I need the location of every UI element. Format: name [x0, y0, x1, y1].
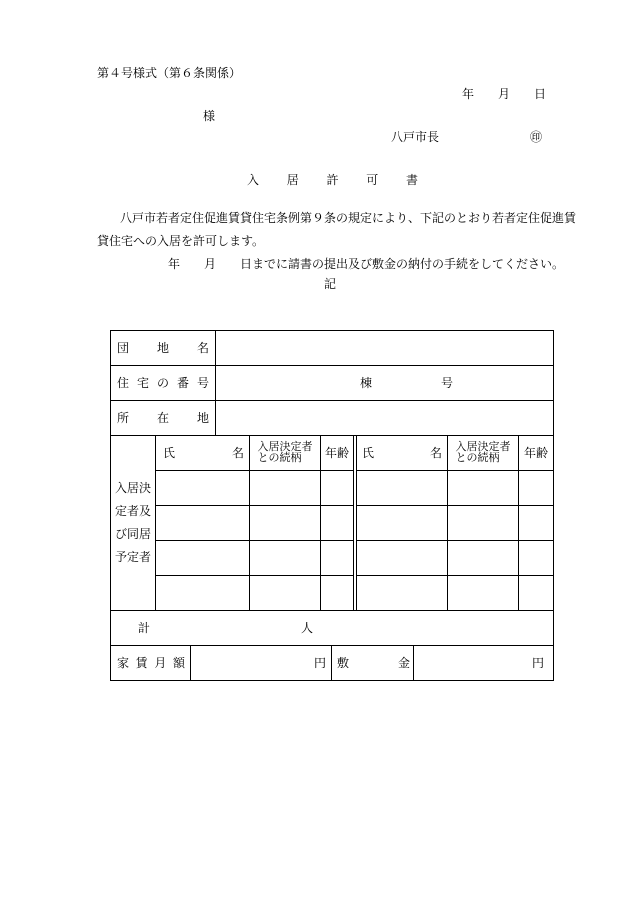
label-glyph: 所: [117, 411, 130, 425]
occupant-age-cell: [519, 471, 554, 506]
housing-complex-label-cell: [111, 331, 216, 366]
occupant-relationship-cell: [250, 471, 321, 506]
label-glyph: 名: [231, 446, 244, 460]
column-header-relationship-left: [250, 436, 321, 471]
document-title: [247, 174, 418, 186]
label-glyph: 氏: [163, 446, 176, 460]
permit-details-table: [110, 330, 554, 681]
relationship-header-line: との続柄: [257, 452, 302, 464]
total-label: 計: [138, 621, 151, 635]
deposit-yen-unit: 円: [531, 656, 544, 670]
label-glyph: 書: [405, 173, 418, 187]
occupant-age-cell: [321, 541, 354, 576]
monthly-rent-label: [117, 657, 185, 669]
column-header-age-left: [321, 436, 354, 471]
occupant-name-cell: [357, 471, 448, 506]
label-glyph: 敷: [337, 656, 350, 670]
seal-mark: ㊞: [530, 130, 543, 144]
location-label: [117, 412, 209, 424]
occupant-relationship-cell: [448, 506, 519, 541]
column-header-relationship-right: [448, 436, 519, 471]
occupant-age-cell: [519, 541, 554, 576]
column-header-age-text: 年齢: [324, 446, 349, 460]
housing-complex-value-cell: [216, 331, 554, 366]
occupant-relationship-cell: [250, 541, 321, 576]
label-glyph: 地: [196, 411, 209, 425]
housing-number-value-cell: [216, 366, 554, 401]
label-glyph: 居: [286, 173, 299, 187]
monthly-rent-value-cell: [191, 646, 332, 681]
occupants-label-cell: [111, 436, 156, 611]
deposit-label-cell: [332, 646, 414, 681]
column-header-age-right: [519, 436, 554, 471]
occupant-name-cell: [156, 471, 250, 506]
occupant-relationship-cell: [448, 471, 519, 506]
column-header-name-left: [156, 436, 250, 471]
label-glyph: 家: [117, 656, 130, 670]
person-unit-label: 人: [301, 621, 314, 635]
location-label-cell: [111, 401, 216, 436]
occupants-label-line: び同居: [114, 527, 151, 541]
column-header-name-right: [357, 436, 448, 471]
housing-number-label-cell: [111, 366, 216, 401]
rent-yen-unit: 円: [313, 656, 326, 670]
occupant-name-cell: [156, 506, 250, 541]
occupant-name-cell: [156, 576, 250, 611]
occupant-name-cell: [156, 541, 250, 576]
label-glyph: 住: [117, 376, 130, 390]
occupants-label-line: 予定者: [114, 550, 151, 564]
label-glyph: 金: [397, 656, 410, 670]
relationship-header-line: 入居決定者: [455, 441, 511, 453]
issuer-title: 八戸市長: [391, 130, 440, 144]
occupants-label-line: 定者及: [114, 504, 151, 518]
relationship-header-line: 入居決定者: [257, 441, 313, 453]
label-glyph: 名: [196, 341, 209, 355]
addressee-suffix: 様: [203, 109, 216, 123]
occupant-name-cell: [357, 576, 448, 611]
occupant-age-cell: [519, 576, 554, 611]
occupant-relationship-cell: [448, 576, 519, 611]
label-glyph: 可: [366, 173, 379, 187]
form-number: 第４号様式（第６条関係）: [97, 66, 242, 80]
label-glyph: 宅: [136, 376, 149, 390]
issue-date-line: 年 月 日: [462, 87, 547, 101]
label-glyph: 許: [326, 173, 339, 187]
column-header-age-text: 年齢: [523, 446, 548, 460]
label-glyph: 在: [156, 411, 169, 425]
occupant-age-cell: [321, 576, 354, 611]
label-glyph: 団: [117, 341, 130, 355]
note-heading: 記: [324, 277, 337, 291]
body-line-2: 貸住宅への入居を許可します。: [97, 234, 265, 248]
label-glyph: 号: [196, 376, 209, 390]
housing-complex-label: [117, 342, 209, 354]
label-glyph: 番: [176, 376, 189, 390]
total-row: [111, 611, 554, 646]
label-glyph: の: [156, 376, 169, 390]
deadline-notice: 年 月 日までに請書の提出及び敷金の納付の手続をしてください。: [168, 257, 565, 271]
column-header-name-text: [163, 447, 244, 459]
occupant-relationship-cell: [250, 506, 321, 541]
occupant-name-cell: [357, 541, 448, 576]
housing-number-label: [117, 377, 209, 389]
building-unit-label: 棟: [360, 376, 373, 390]
occupant-name-cell: [357, 506, 448, 541]
label-glyph: 賃: [135, 656, 148, 670]
monthly-rent-label-cell: [111, 646, 191, 681]
number-unit-label: 号: [441, 376, 454, 390]
occupant-age-cell: [321, 471, 354, 506]
relationship-header-line: との続柄: [455, 452, 500, 464]
label-glyph: 地: [156, 341, 169, 355]
column-header-name-text: [362, 447, 442, 459]
body-line-1: 八戸市若者定住促進賃貸住宅条例第９条の規定により、下記のとおり若者定住促進賃: [120, 211, 577, 225]
label-glyph: 入: [247, 173, 260, 187]
deposit-label: [337, 657, 410, 669]
label-glyph: 名: [429, 446, 442, 460]
occupants-label-line: 入居決: [114, 481, 151, 495]
occupant-relationship-cell: [250, 576, 321, 611]
occupant-relationship-cell: [448, 541, 519, 576]
deposit-value-cell: [414, 646, 554, 681]
label-glyph: 氏: [362, 446, 375, 460]
occupant-age-cell: [519, 506, 554, 541]
location-value-cell: [216, 401, 554, 436]
label-glyph: 月: [154, 656, 167, 670]
occupant-age-cell: [321, 506, 354, 541]
label-glyph: 額: [172, 656, 185, 670]
